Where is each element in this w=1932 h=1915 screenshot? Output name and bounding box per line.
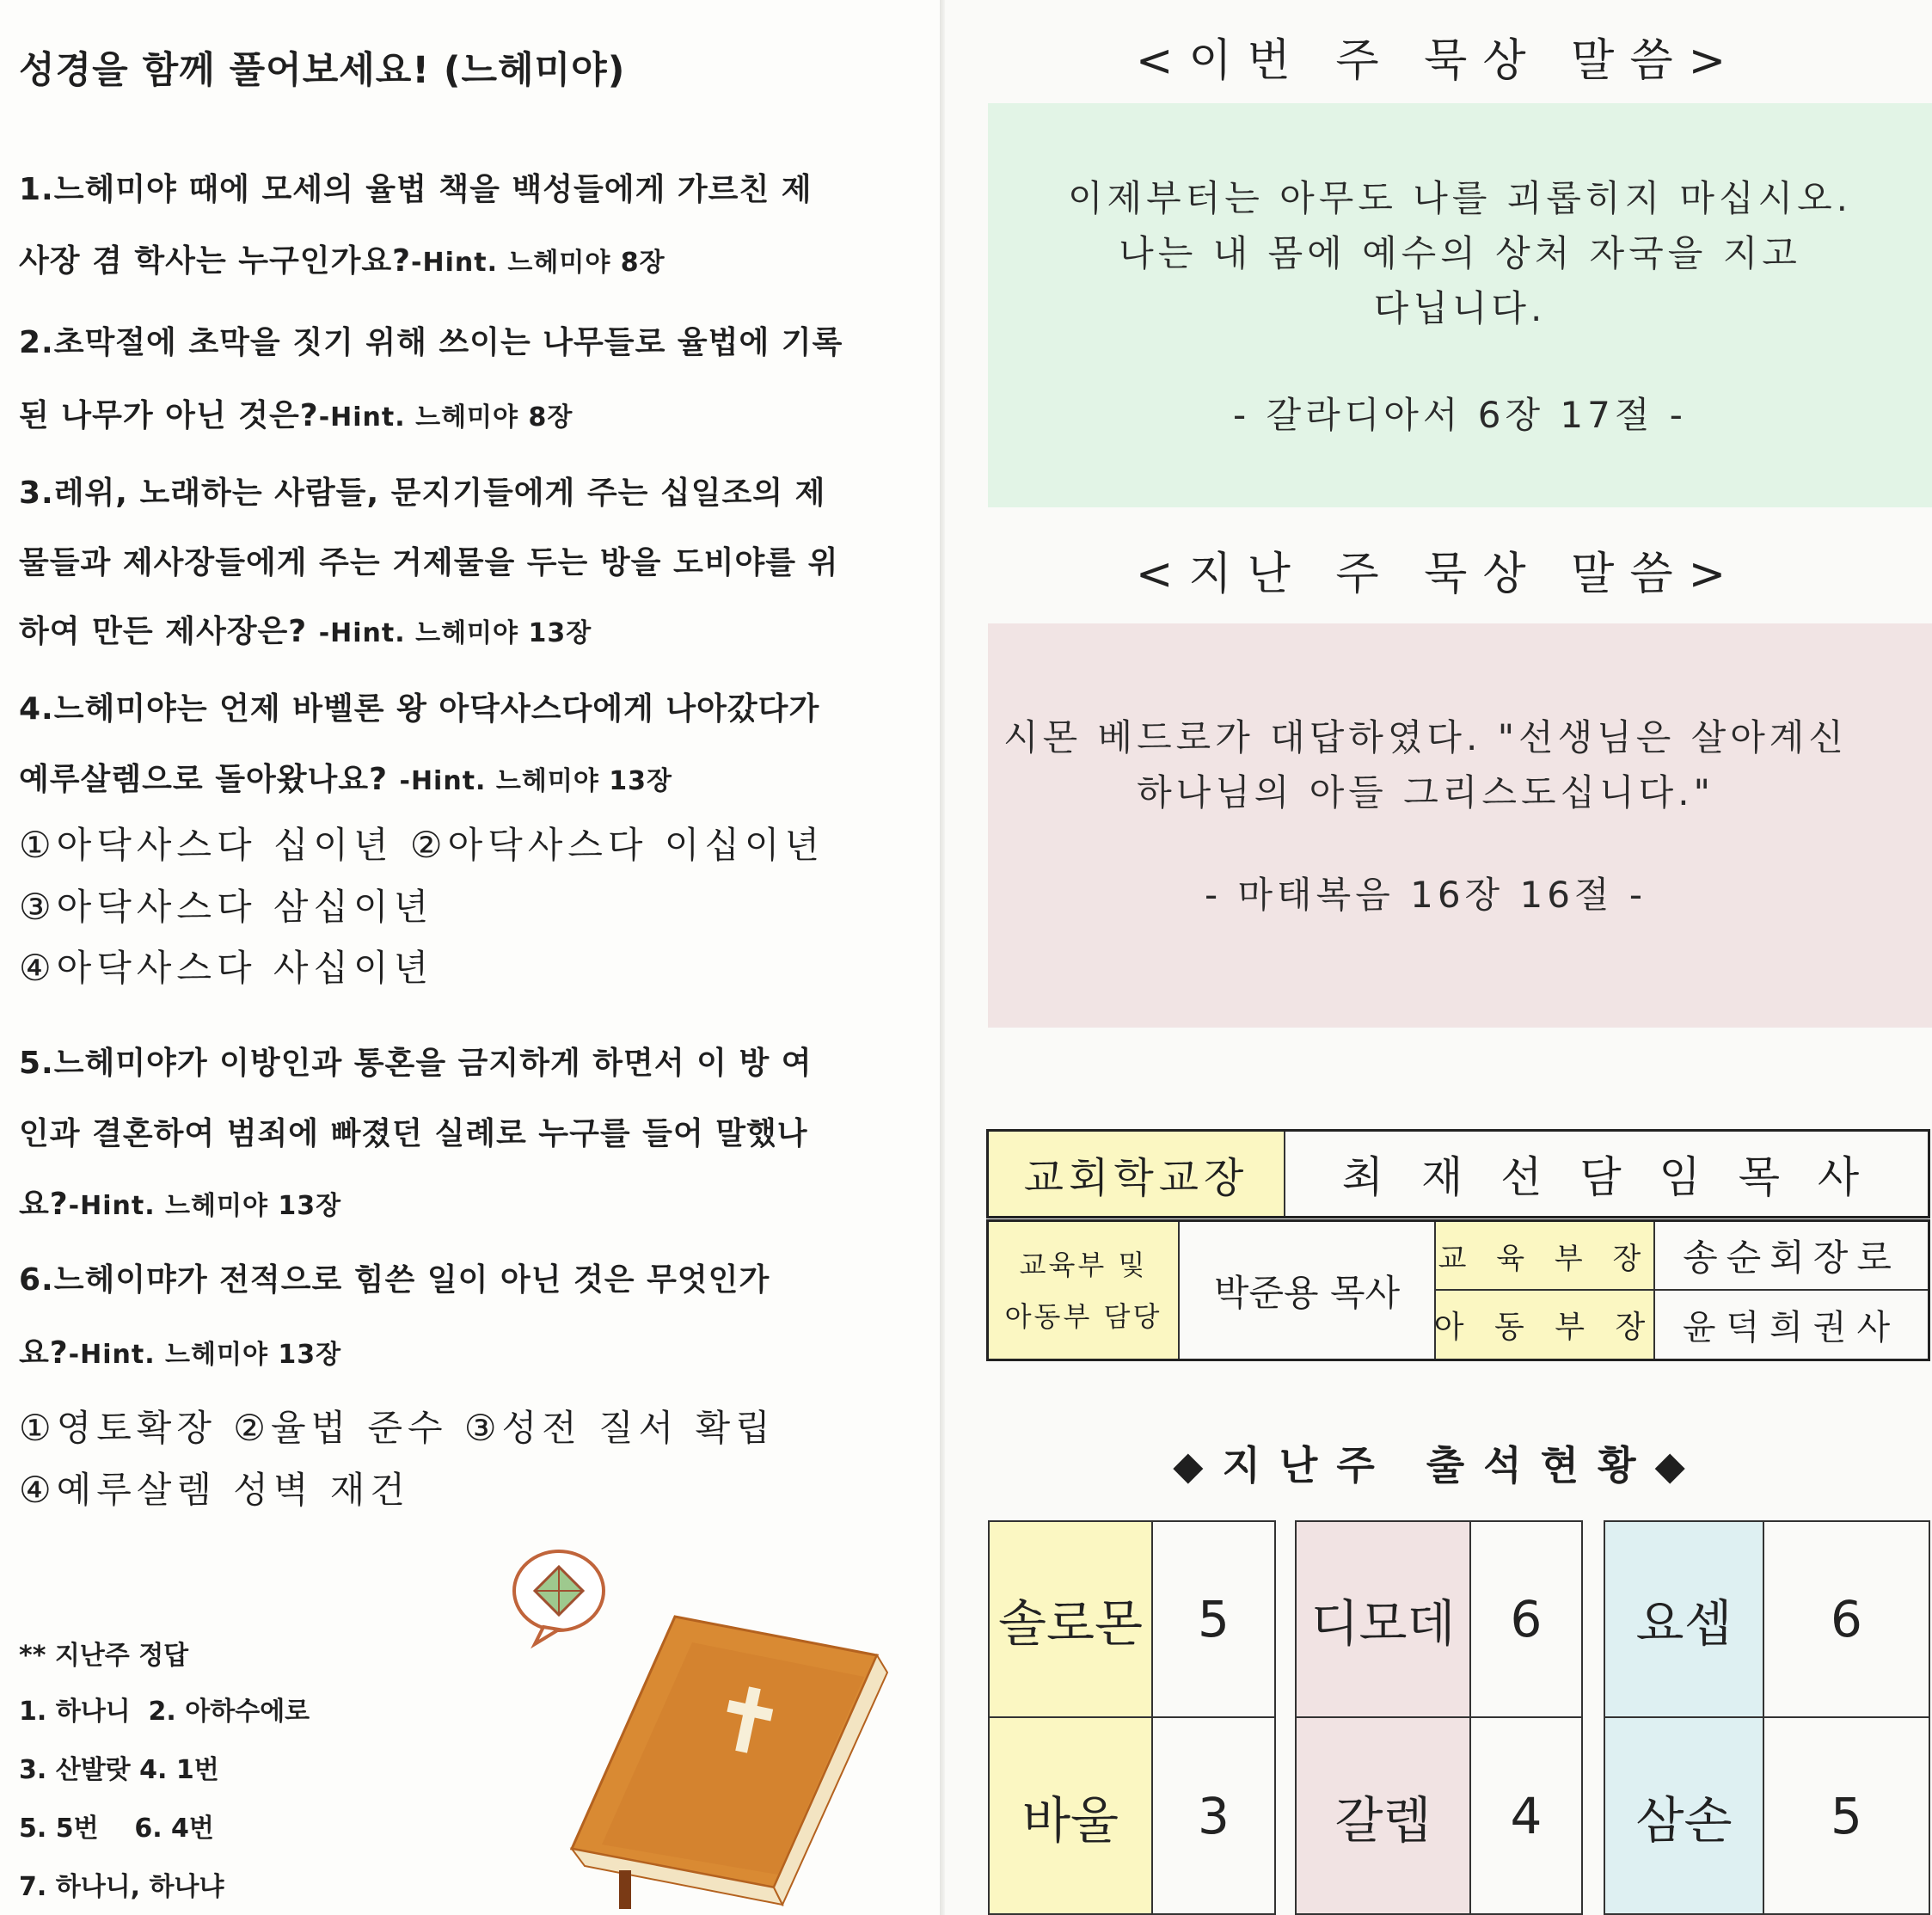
verse-line: 시몬 베드로가 대답하였다. "선생님은 살아계신 (1003, 716, 1848, 758)
verse-line: 하나님의 아들 그리스도십니다." (1137, 771, 1714, 813)
class-name: 솔로몬 (990, 1522, 1153, 1718)
attendance-group (1295, 1520, 1583, 1915)
last-week-answers-heading: ** 지난주 정답 (19, 1641, 189, 1671)
staff-table (986, 1219, 1930, 1361)
hint: -Hint. 느헤미야 13장 (399, 766, 672, 796)
question-3-line-3: 하여 만든 제사장은? -Hint. 느헤미야 13장 (19, 614, 592, 649)
question-6-line-1: 6.느헤이먀가 전적으로 힘쓴 일이 아닌 것은 무엇인가 (19, 1262, 770, 1298)
this-week-verse-box (988, 103, 1932, 507)
question-4-options-1: ①아닥사스다 십이년 ②아닥사스다 이십이년 (19, 824, 825, 866)
verse-line: 이제부터는 아무도 나를 괴롭히지 마십시오. (1067, 177, 1853, 219)
class-count: 4 (1510, 1786, 1543, 1845)
question-4-options-3: ④아닥사스다 사십이년 (19, 947, 434, 989)
class-count: 3 (1198, 1786, 1230, 1845)
question-4-line-1: 4.느헤미야는 언제 바벨론 왕 아닥사스다에게 나아갔다가 (19, 691, 820, 727)
class-name: 삼손 (1605, 1718, 1764, 1913)
question-5-line-3: 요?-Hint. 느헤미야 13장 (19, 1187, 342, 1222)
class-count: 5 (1831, 1786, 1862, 1845)
attendance-title: ◆지난주 출석현황◆ (1173, 1442, 1704, 1488)
edu-head-value: 송순회장로 (1655, 1222, 1928, 1291)
attendance-group (988, 1520, 1276, 1915)
verse-line: 나는 내 몸에 예수의 상처 자국을 지고 (1119, 232, 1801, 274)
hint: -Hint. 느헤미야 13장 (68, 1191, 342, 1221)
dept-value: 박준용 목사 (1180, 1222, 1436, 1359)
principal-value: 최 재 선 담 임 목 사 (1341, 1152, 1872, 1202)
question-1-line-2: 사장 겸 학사는 누구인가요?-Hint. 느헤미야 8장 (19, 243, 665, 279)
quiz-title: 성경을 함께 풀어보세요! (느헤미야) (19, 49, 626, 92)
bible-icon (499, 1548, 903, 1909)
question-3-line-1: 3.레위, 노래하는 사람들, 문지기들에게 주는 십일조의 제 (19, 476, 826, 511)
question-2-line-2: 된 나무가 아닌 것은?-Hint. 느헤미야 8장 (19, 398, 573, 433)
class-name: 디모데 (1297, 1522, 1471, 1718)
this-week-title: <이번 주 묵상 말씀> (1135, 35, 1742, 87)
answer-line: 5. 5번 6. 4번 (19, 1814, 214, 1844)
question-1-line-1: 1.느헤미야 때에 모세의 율법 책을 백성들에게 가르친 제 (19, 172, 813, 207)
hint: -Hint. 느헤미야 13장 (318, 618, 592, 648)
question-6-options-1: ①영토확장 ②율법 준수 ③성전 질서 확립 (19, 1407, 776, 1449)
attendance-group (1604, 1520, 1930, 1915)
question-5-line-1: 5.느헤미야가 이방인과 통혼을 금지하게 하면서 이 방 여 (19, 1046, 813, 1081)
hint: -Hint. 느헤미야 8장 (318, 402, 573, 433)
question-6-line-2: 요?-Hint. 느헤미야 13장 (19, 1335, 342, 1371)
question-4-line-2: 예루살렘으로 돌아왔나요? -Hint. 느헤미야 13장 (19, 762, 672, 797)
quiz-page (0, 0, 941, 1915)
hint: -Hint. 느헤미야 8장 (411, 248, 665, 278)
class-count: 5 (1153, 1522, 1274, 1718)
verse-reference: - 마태복음 16장 16절 - (1204, 874, 1647, 916)
dept-label (989, 1222, 1180, 1359)
verse-reference: - 갈라디아서 6장 17절 - (1233, 394, 1687, 436)
question-5-line-2: 인과 결혼하여 범죄에 빠졌던 실례로 누구를 들어 말했나 (19, 1116, 808, 1151)
last-week-title: <지난 주 묵상 말씀> (1135, 549, 1742, 600)
hint: -Hint. 느헤미야 13장 (68, 1340, 342, 1370)
principal-table (986, 1129, 1930, 1218)
question-6-options-2: ④예루살렘 성벽 재건 (19, 1469, 410, 1511)
class-name: 바울 (990, 1718, 1153, 1913)
principal-label: 교회학교장 (989, 1132, 1285, 1216)
child-head-value: 윤덕희권사 (1682, 1308, 1901, 1347)
question-2-line-1: 2.초막절에 초막을 짓기 위해 쓰이는 나무들로 율법에 기록 (19, 325, 843, 360)
verse-line: 다닙니다. (1373, 287, 1547, 329)
class-count: 6 (1471, 1522, 1581, 1718)
class-name: 요셉 (1605, 1522, 1764, 1718)
bulletin-page (945, 0, 1932, 1915)
speech-bubble-icon (514, 1551, 604, 1644)
answer-line: 3. 산발랏 4. 1번 (19, 1755, 219, 1785)
dept-label-line: 교육부 및 (1019, 1248, 1148, 1281)
child-head-label: 아 동 부 장 (1436, 1291, 1655, 1359)
answer-line: 7. 하나니, 하나냐 (19, 1872, 224, 1902)
class-name: 갈렙 (1297, 1718, 1471, 1913)
last-week-verse-box (988, 623, 1932, 1028)
dept-label-line: 아동부 담당 (1004, 1299, 1162, 1333)
question-3-line-2: 물들과 제사장들에게 주는 거제물을 두는 방을 도비야를 위 (19, 545, 839, 580)
question-4-options-2: ③아닥사스다 삼십이년 (19, 886, 434, 928)
class-count: 6 (1764, 1522, 1929, 1718)
answer-line: 1. 하나니 2. 아하수에로 (19, 1697, 310, 1727)
edu-head-label: 교 육 부 장 (1436, 1222, 1655, 1291)
